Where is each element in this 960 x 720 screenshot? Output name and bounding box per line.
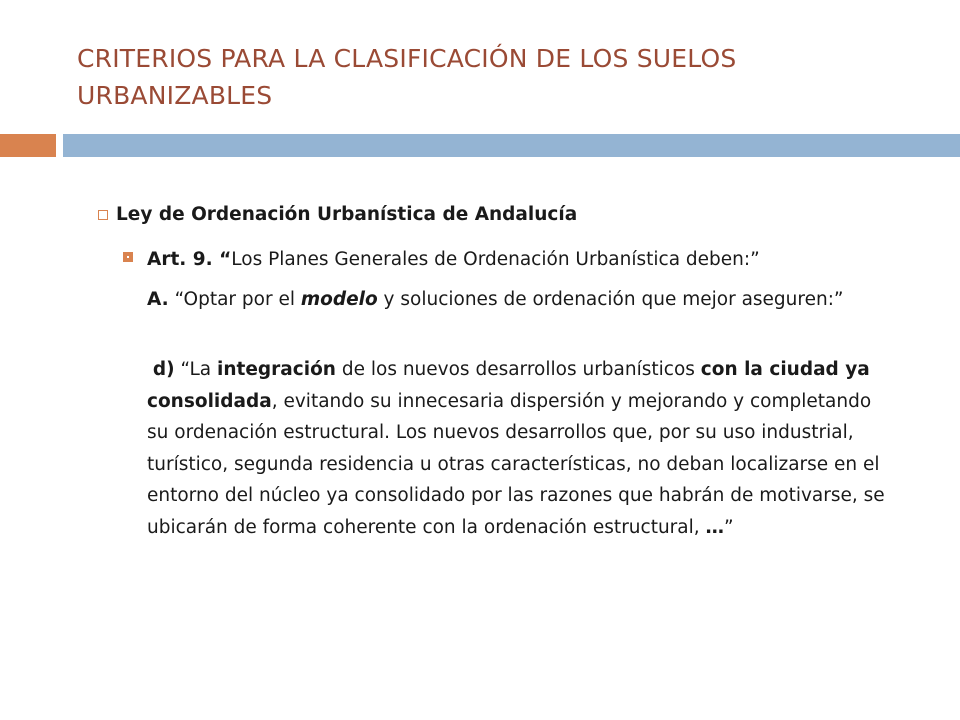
paragraph-d-text-4: ” [724, 516, 734, 538]
paragraph-a-text-after: y soluciones de ordenación que mejor aseguren:” [377, 289, 844, 310]
paragraph-d-label: d) [152, 359, 175, 380]
bullet-level1-text: Ley de Ordenación Urbanística de Andalucía [116, 204, 578, 225]
paragraph-a-emphasis: modelo [300, 289, 378, 310]
article-reference: Art. 9. “ [147, 249, 232, 270]
paragraph-d-text-3: , evitando su innecesaria dispersión y mejorando y completando su ordenación estructural. Los nuevos desarrollos que, por su uso industrial, turístico, segunda residencia u otras características, no deban localizarse en el entorno del núcleo ya consolidado por las razones que habrán de motivarse, se ubicarán de forma coherente con la ordenación estructural, [147, 390, 885, 538]
article-quote: Los Planes Generales de Ordenación Urbanística deben:” [231, 249, 760, 270]
bullet-level2-text [147, 249, 760, 271]
paragraph-d-bold-3: … [705, 516, 725, 538]
paragraph-d-text-2: de los nuevos desarrollos urbanísticos [335, 359, 701, 380]
paragraph-d-bold-1: integración [217, 359, 336, 380]
paragraph-d-bold-2: con la ciudad ya consolidada [147, 359, 870, 412]
paragraph-a [147, 284, 867, 316]
paragraph-a-text-before: “Optar por el [168, 289, 301, 310]
paragraph-d-text-1: “La [174, 359, 218, 380]
paragraph-d [147, 354, 887, 543]
hollow-square-icon [98, 210, 108, 220]
paragraph-a-label: A. [147, 289, 169, 310]
slide-title: CRITERIOS PARA LA CLASIFICACIÓN DE LOS SUELOS URBANIZABLES [77, 44, 737, 110]
filled-square-icon [123, 252, 133, 262]
